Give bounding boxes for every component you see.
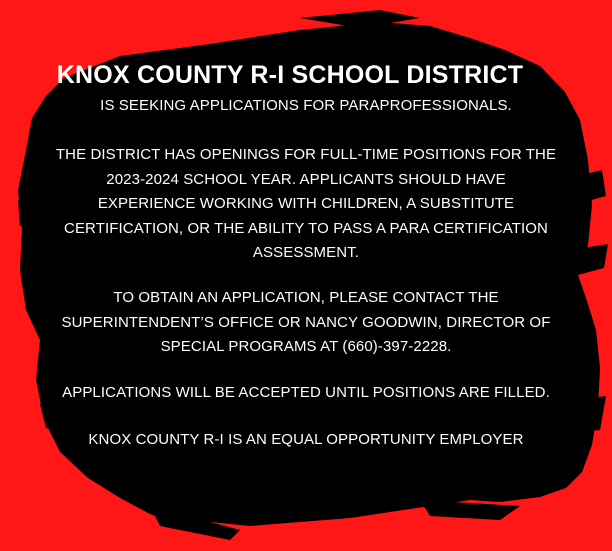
- district-title: KNOX COUNTY R-I SCHOOL DISTRICT: [56, 61, 524, 89]
- openings-line: 2023-2024 SCHOOL YEAR. APPLICANTS SHOULD HAVE: [106, 170, 506, 188]
- contact-line: TO OBTAIN AN APPLICATION, PLEASE CONTACT THE: [113, 289, 499, 306]
- openings-paragraph: [14, 143, 598, 266]
- contact-line: SUPERINTENDENT’S OFFICE OR NANCY GOODWIN, DIRECTOR OF: [61, 313, 551, 331]
- deadline-line: APPLICATIONS WILL BE ACCEPTED UNTIL POSITIONS ARE FILLED.: [62, 384, 550, 401]
- openings-line: THE DISTRICT HAS OPENINGS FOR FULL-TIME POSITIONS FOR THE: [55, 146, 557, 163]
- subtitle-line: IS SEEKING APPLICATIONS FOR PARAPROFESSIONALS.: [100, 97, 512, 114]
- eeo-line: KNOX COUNTY R-I IS AN EQUAL OPPORTUNITY EMPLOYER: [88, 431, 524, 448]
- contact-line: SPECIAL PROGRAMS AT (660)-397-2228.: [160, 338, 452, 355]
- deadline-paragraph: [14, 381, 598, 406]
- openings-line: EXPERIENCE WORKING WITH CHILDREN, A SUBSTITUTE: [97, 195, 515, 212]
- notice-subtitle: [14, 94, 598, 119]
- openings-line: CERTIFICATION, OR THE ABILITY TO PASS A PARA CERTIFICATION: [64, 219, 548, 237]
- eeo-statement: [14, 428, 598, 453]
- openings-line: ASSESSMENT.: [252, 244, 360, 261]
- contact-paragraph: [14, 286, 598, 360]
